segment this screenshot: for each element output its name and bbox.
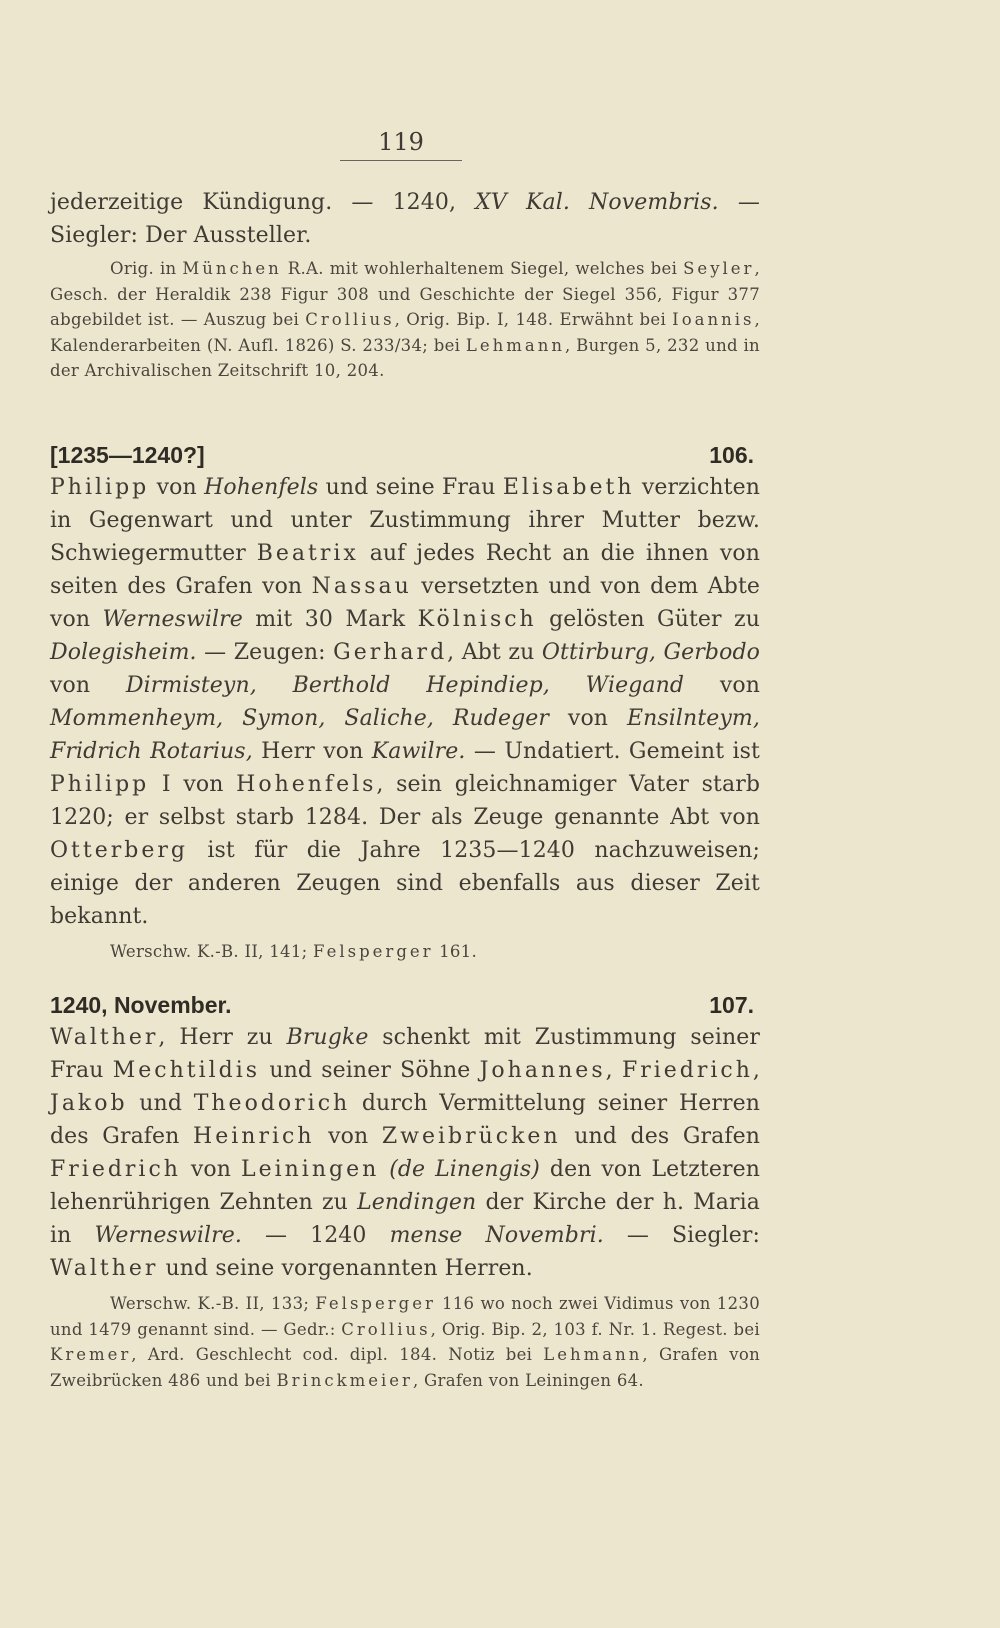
continuation-note: Orig. in München R.A. mit wohlerhaltenem Siegel, welches bei Seyler, Gesch. der Heraldik 238 Figur 308 und Geschichte der Siegel 356, Figur 377 abgebildet ist. — Auszug bei Crollius, Orig. Bip. I, 148. Erwähnt bei Ioannis, Kalenderarbeiten (N. Aufl. 1826) S. 233/34; bei Lehmann, Burgen 5, 232 und in der Archivalischen Zeitschrift 10, 204. bbox=[50, 259, 761, 380]
regest-106 bbox=[50, 442, 760, 965]
regest-106-number: 106. bbox=[709, 442, 754, 468]
regest-107-number: 107. bbox=[709, 992, 754, 1018]
regest-107-text: Walther, Herr zu Brugke schenkt mit Zustimmung seiner Frau Mechtildis und seiner Söhne Johannes, Friedrich, Jakob und Theodorich durch Vermittelung seiner Herren des Grafen Heinrich von Zweibrücken und des Grafen Friedrich von Leiningen (de Linengis) den von Letzteren lehenrührigen Zehnten zu Lendingen der Kirche der h. Maria in Werneswilre. — 1240 mense Novembri. — Siegler: Walther und seine vorgenannten Herren. bbox=[50, 1025, 761, 1281]
continuation-text: jederzeitige Kündigung. — 1240, XV Kal. Novembris. — Siegler: Der Aussteller. bbox=[50, 190, 760, 248]
regest-107-header bbox=[50, 992, 760, 1019]
regest-106-note: Werschw. K.-B. II, 141; Felsperger 161. bbox=[110, 942, 478, 961]
continuation-block bbox=[50, 186, 760, 384]
regest-107 bbox=[50, 992, 760, 1393]
regest-107-note: Werschw. K.-B. II, 133; Felsperger 116 wo noch zwei Vidimus von 1230 und 1479 genannt sind. — Gedr.: Crollius, Orig. Bip. 2, 103 f. Nr. 1. Regest. bei Kremer, Ard. Geschlecht cod. dipl. 184. Notiz bei Lehmann, Grafen von Zweibrücken 486 und bei Brinckmeier, Grafen von Leiningen 64. bbox=[50, 1294, 760, 1390]
regest-106-date: [1235—1240?] bbox=[50, 442, 205, 468]
regest-107-date: 1240, November. bbox=[50, 992, 232, 1018]
regest-106-text: Philipp von Hohenfels und seine Frau Elisabeth verzichten in Gegenwart und unter Zustimmung ihrer Mutter bezw. Schwiegermutter Beatrix auf jedes Recht an die ihnen von seiten des Grafen von Nassau versetzten und von dem Abte von Werneswilre mit 30 Mark Kölnisch gelösten Güter zu Dolegisheim. — Zeugen: Gerhard, Abt zu Ottirburg, Gerbodo von Dirmisteyn, Berthold Hepindiep, Wiegand von Mommenheym, Symon, Saliche, Rudeger von Ensilnteym, Fridrich Rotarius, Herr von Kawilre. — Undatiert. Gemeint ist Philipp I von Hohenfels, sein gleichnamiger Vater starb 1220; er selbst starb 1284. Der als Zeuge genannte Abt von Otterberg ist für die Jahre 1235—1240 nachzuweisen; einige der anderen Zeugen sind ebenfalls aus dieser Zeit bekannt. bbox=[50, 475, 761, 929]
page-number: 119 bbox=[340, 128, 462, 161]
regest-106-header bbox=[50, 442, 760, 469]
